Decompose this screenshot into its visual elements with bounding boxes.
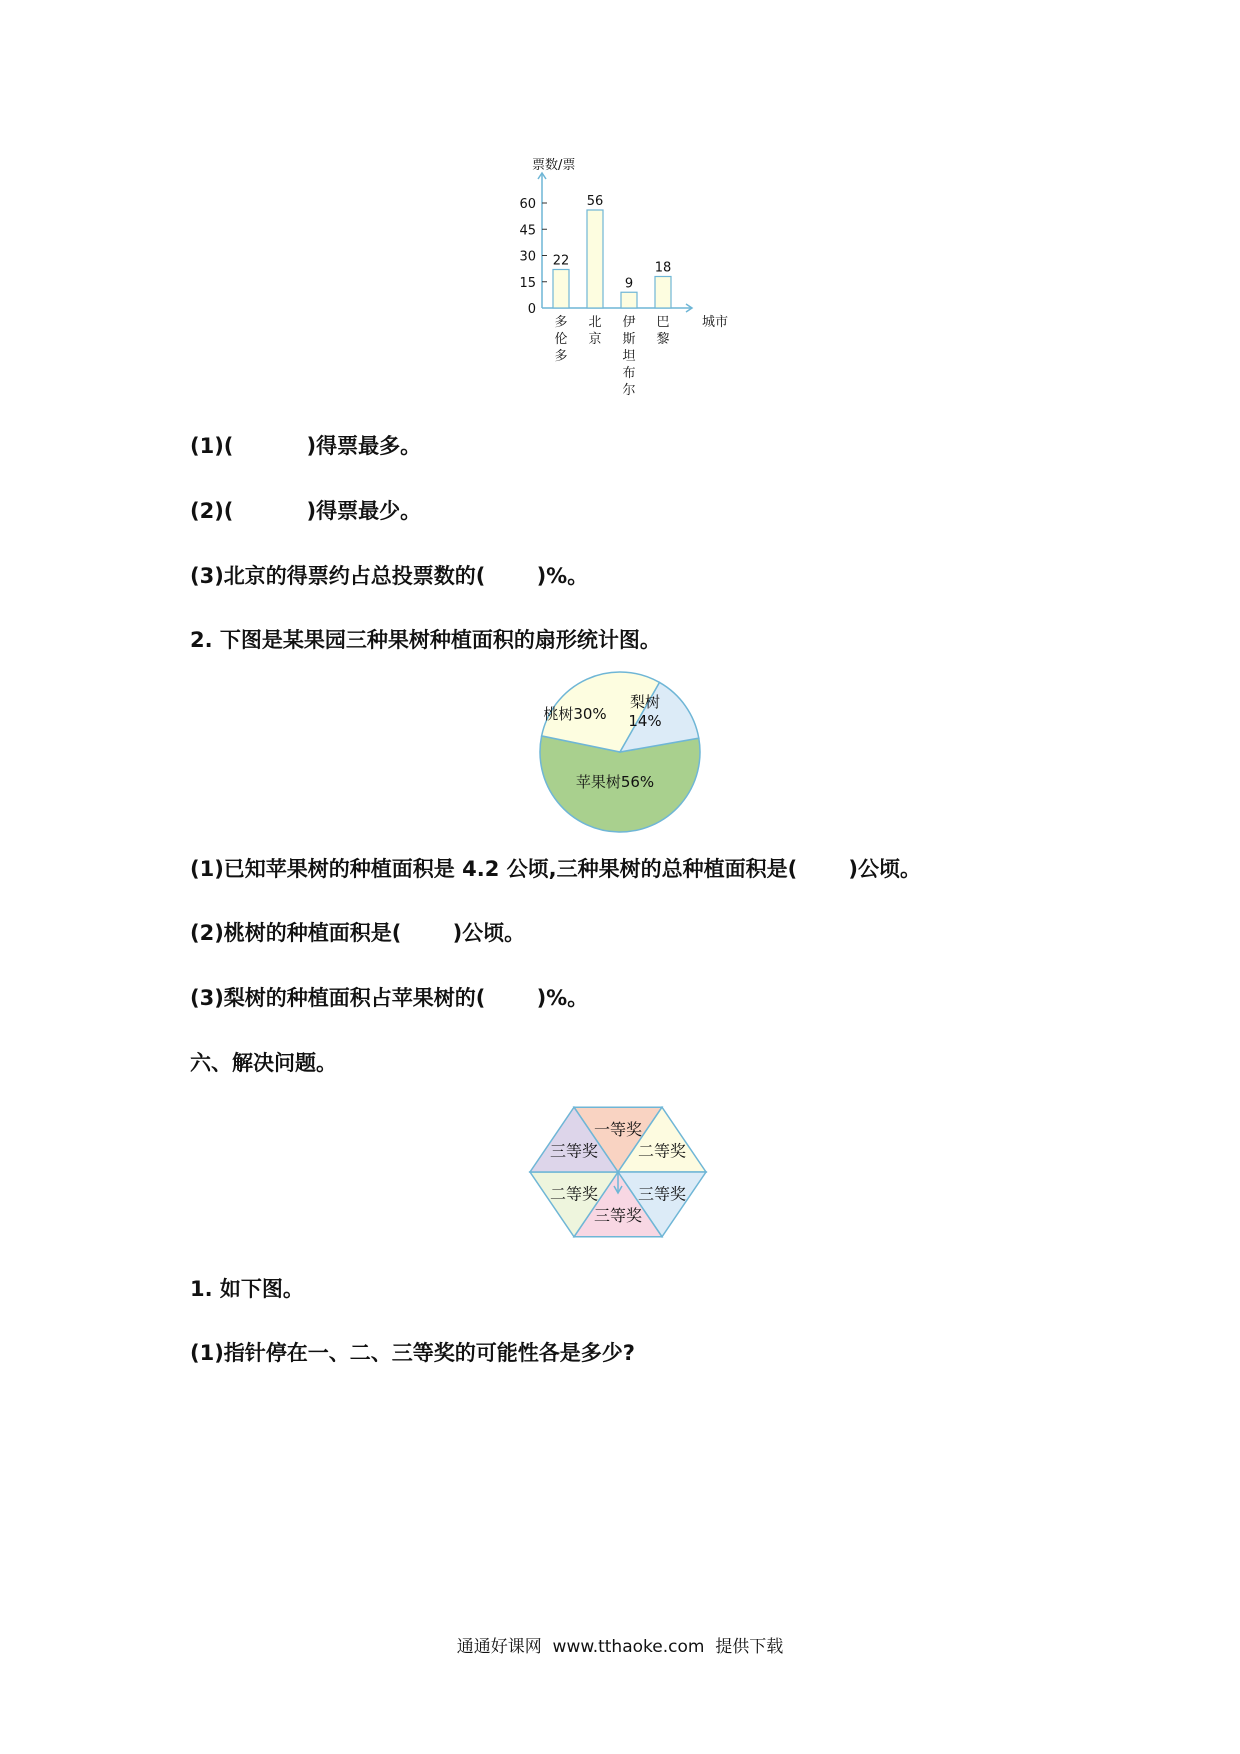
x-axis-title: 城市 <box>702 315 729 330</box>
question-1-1: (1)( )得票最多。 <box>190 434 422 458</box>
pie-label: 14% <box>628 712 662 730</box>
category-label: 北京 <box>588 315 602 347</box>
y-tick-label: 45 <box>520 223 536 239</box>
y-tick-label: 15 <box>520 275 536 291</box>
pie-chart-svg <box>535 667 705 837</box>
pie-label: 梨树 <box>629 693 661 711</box>
category-label: 伊斯坦布尔 <box>622 315 636 398</box>
question-6-1: 1. 如下图。 <box>190 1277 304 1301</box>
question-6-1-1: (1)指针停在一、二、三等奖的可能性各是多少? <box>190 1341 635 1365</box>
bar-chart <box>520 155 740 405</box>
pie-label: 苹果树56% <box>575 773 655 791</box>
bar <box>655 277 671 309</box>
y-tick-label: 60 <box>520 197 536 212</box>
prize-spinner <box>528 1092 708 1252</box>
spinner-label: 三等奖 <box>549 1141 599 1161</box>
spinner-label: 三等奖 <box>637 1184 687 1204</box>
question-2-2: (2)桃树的种植面积是( )公顷。 <box>190 921 526 945</box>
spinner-label: 一等奖 <box>593 1119 643 1139</box>
y-tick-label: 30 <box>520 249 536 265</box>
spinner-label: 二等奖 <box>637 1141 687 1161</box>
page-footer: 通通好课网 www.tthaoke.com 提供下载 <box>456 1637 784 1657</box>
spinner-label: 三等奖 <box>593 1206 643 1226</box>
pie-label: 桃树30% <box>543 705 607 723</box>
bar-chart-svg <box>520 155 740 405</box>
spinner-label: 二等奖 <box>549 1184 599 1204</box>
bar <box>621 292 637 308</box>
y-axis-title: 票数/票 <box>532 158 576 173</box>
category-label: 多伦多 <box>554 315 568 364</box>
question-2-title: 2. 下图是某果园三种果树种植面积的扇形统计图。 <box>190 628 661 652</box>
bar-value-label: 56 <box>586 194 604 209</box>
category-label: 巴黎 <box>656 315 670 347</box>
prize-spinner-svg <box>528 1092 708 1252</box>
bar <box>587 210 603 308</box>
question-1-3: (3)北京的得票约占总投票数的( )%。 <box>190 564 589 588</box>
pie-chart <box>535 667 705 837</box>
question-1-2: (2)( )得票最少。 <box>190 499 422 523</box>
question-2-1: (1)已知苹果树的种植面积是 4.2 公顷,三种果树的总种植面积是( )公顷。 <box>190 857 921 881</box>
bar-value-label: 22 <box>552 253 570 269</box>
section-6-title: 六、解决问题。 <box>190 1051 337 1075</box>
bar-value-label: 18 <box>654 260 672 276</box>
bar-value-label: 9 <box>624 276 634 292</box>
bar <box>553 270 569 309</box>
y-tick-label: 0 <box>527 302 536 317</box>
question-2-3: (3)梨树的种植面积占苹果树的( )%。 <box>190 986 589 1010</box>
